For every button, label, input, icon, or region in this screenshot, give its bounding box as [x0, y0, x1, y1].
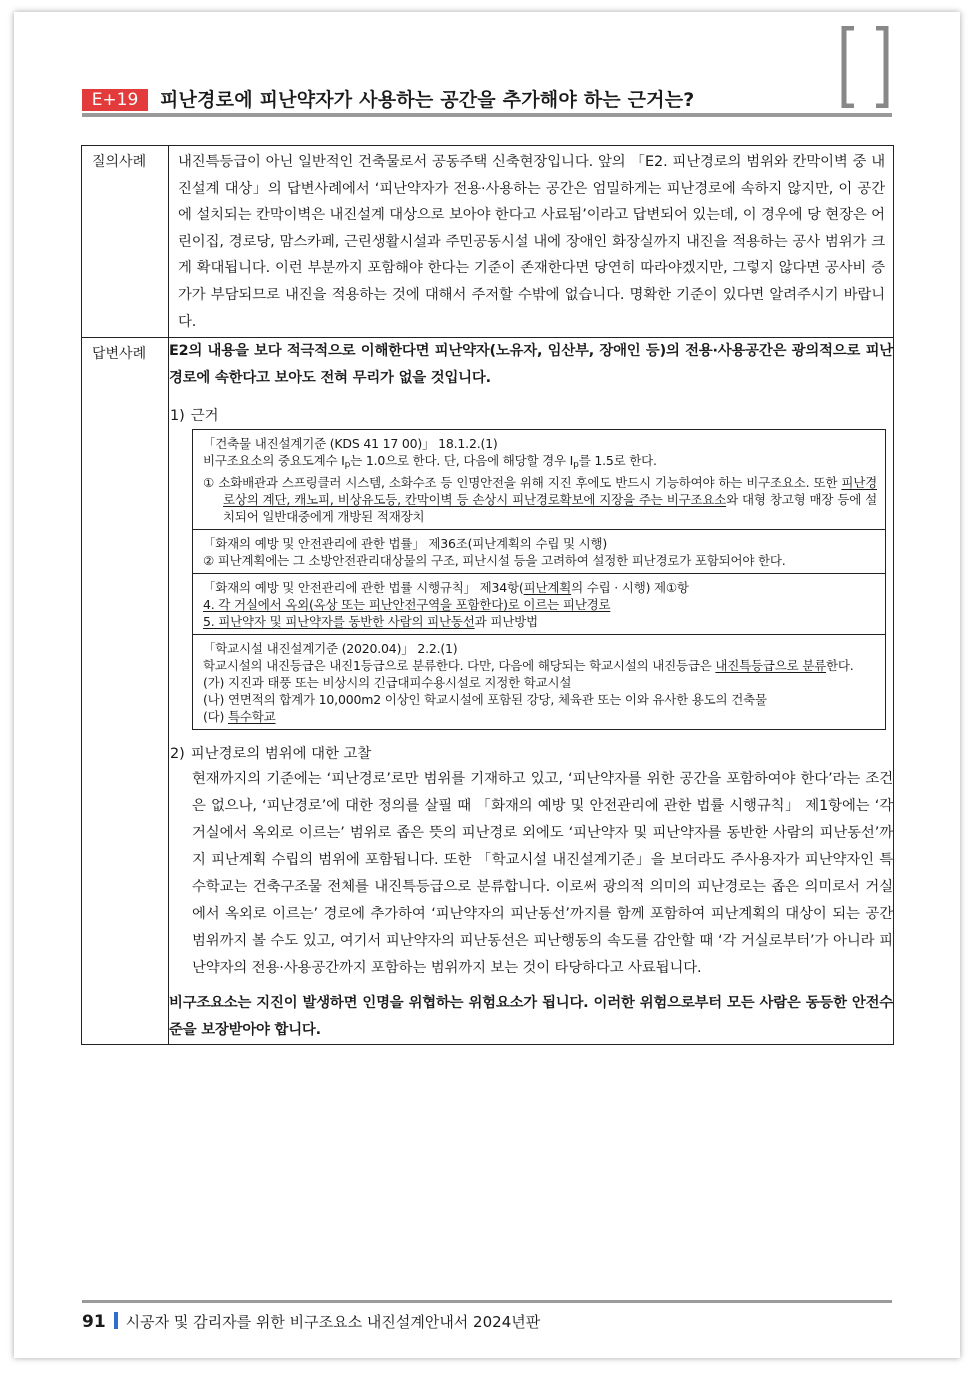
reference-item: ② 피난계획에는 그 소방안전관리대상물의 구조, 피난시설 등을 고려하여 설정한 피난경로가 포함되어야 한다. [203, 553, 786, 569]
section-heading [169, 742, 893, 766]
reference-title: 「화재의 예방 및 안전관리에 관한 법률 시행규칙」 제34항(피난계획의 수립 · 시행) 제①항 [203, 580, 689, 596]
reference-kds [193, 430, 886, 530]
section-number: 1) [170, 408, 185, 425]
section-number: 2) [170, 746, 185, 763]
reference-row [193, 530, 886, 574]
section-body: 현재까지의 기준에는 ‘피난경로’로만 범위를 기재하고 있고, ‘피난약자를 위한 공간을 포함하여야 한다’라는 조건은 없으나, ‘피난경로’에 대한 정의를 살필 때 「화재의 예방 및 안전관리에 관한 법률 시행규칙」 제1항에는 ‘각 거실에서 옥외로 이르는’ 범위로 좁은 뜻의 피난경로 외에도 ‘피난약자 및 피난약자를 동반한 사람의 피난동선’까지 피난계획 수립의 범위에 포함됩니다. 또한 「학교시설 내진설계기준」을 보더라도 주사용자가 피난약자인 특수학교는 건축구조물 전체를 내진특등급으로 분류합니다. 이로써 광의적 의미의 피난경로는 좁은 의미로서 거실에서 옥외로 이르는’ 경로에 추가하여 ‘피난약자의 피난동선’까지를 함께 포함하여 피난계획의 대상이 되는 공간 범위까지 볼 수도 있고, 여기서 피난약자의 피난동선은 피난행동의 속도를 감안할 때 ‘각 거실로부터’가 아니라 피난약자의 전용·사용공간까지 포함하는 범위까지 보는 것이 타당하다고 사료됩니다. [192, 771, 893, 977]
reference-row [193, 574, 886, 635]
question-cell [169, 146, 894, 338]
answer-cell [169, 338, 894, 1045]
reference-item: 5. 피난약자 및 피난약자를 동반한 사람의 피난동선과 피난방법 [203, 614, 538, 630]
reference-title: 「화재의 예방 및 안전관리에 관한 법률」 제36조(피난계획의 수립 및 시행) [203, 536, 608, 552]
reference-item: ① 소화배관과 스프링클러 시스템, 소화수조 등 인명안전을 위해 지진 후에도 반드시 기능하여야 하는 비구조요소. 또한 피난경로상의 계단, 캐노피, 비상유도등, 칸막이벽 등 손상시 피난경로확보에 지장을 주는 비구조요소와 대형 창고형 매장 등에 설치되어 일반대중에게 개방된 적재장치 [203, 475, 877, 525]
page-footer [82, 1310, 540, 1334]
footer-divider [82, 1300, 892, 1303]
reference-row [193, 635, 886, 730]
question-text: 내진특등급이 아닌 일반적인 건축물로서 공동주택 신축현장입니다. 앞의 「E2. 피난경로의 범위와 칸막이벽 중 내진설계 대상」의 답변사례에서 ‘피난약자가 전용·사용하는 공간은 엄밀하게는 피난경로에 속하지 않지만, 이 공간에 설치되는 칸막이벽은 내진설계 대상으로 보아야 한다고 사료됨’이라고 답변되어 있는데, 이 경우에 당 현장은 어린이집, 경로당, 맘스카페, 근린생활시설과 주민공동시설 내에 장애인 화장실까지 내진을 적용하는 공사 범위가 크게 확대됩니다. 이런 부분까지 포함해야 한다는 기준이 존재한다면 당연히 따라야겠지만, 그렇지 않다면 공사비 증가가 부담되므로 내진을 적용하는 것에 대해서 주저할 수밖에 없습니다. 명확한 기준이 있다면 알려주시기 바랍니다. [178, 154, 885, 330]
reference-line: 학교시설의 내진등급은 내진1등급으로 분류한다. 다만, 다음에 해당되는 학교시설의 내진등급은 내진특등급으로 분류한다. [203, 658, 854, 674]
question-label: 질의사례 [82, 146, 169, 338]
section-heading [169, 404, 893, 428]
page-title: 피난경로에 피난약자가 사용하는 공간을 추가해야 하는 근거는? [160, 89, 695, 111]
reference-table [192, 429, 886, 730]
reference-item: 4. 각 거실에서 옥외(옥상 또는 피난안전구역을 포함한다)로 이르는 피난경로 [203, 597, 611, 613]
section-header [82, 86, 892, 114]
answer-lead: E2의 내용을 보다 적극적으로 이해한다면 피난약자(노유자, 임산부, 장애인 등)의 전용·사용공간은 광의적으로 피난경로에 속한다고 보아도 전혀 무리가 없을 것입니다. [169, 343, 893, 387]
section-title: 근거 [190, 408, 219, 425]
reference-item: (다) 특수학교 [203, 709, 276, 725]
reference-fire-act [193, 530, 886, 574]
reference-item: (가) 지진과 태풍 또는 비상시의 긴급대피수용시설로 지정한 학교시설 [203, 675, 572, 691]
reference-line: 비구조요소의 중요도계수 $I_p$는 1.0으로 한다. 단, 다음에 해당할 경우 $I_p$를 1.5로 한다. [203, 453, 657, 471]
footer-accent-bar [114, 1312, 118, 1329]
header-divider [82, 113, 892, 117]
reference-row [193, 430, 886, 530]
question-row [82, 146, 894, 338]
answer-row [82, 338, 894, 1045]
item-code-badge: E+19 [82, 89, 148, 111]
answer-closing: 비구조요소는 지진이 발생하면 인명을 위협하는 위험요소가 됩니다. 이러한 위험으로부터 모든 사람은 동등한 안전수준을 보장받아야 합니다. [169, 995, 893, 1039]
page-number: 91 [82, 1312, 106, 1332]
reference-fire-rule [193, 574, 886, 635]
reference-item: (나) 연면적의 합계가 10,000m2 이상인 학교시설에 포함된 강당, 체육관 또는 이와 유사한 용도의 건축물 [203, 692, 767, 708]
reference-school [193, 635, 886, 730]
book-title: 시공자 및 감리자를 위한 비구조요소 내진설계안내서 2024년판 [125, 1313, 541, 1331]
qa-table [81, 145, 894, 1045]
answer-label: 답변사례 [82, 338, 169, 1045]
section-title: 피난경로의 범위에 대한 고찰 [190, 746, 372, 763]
reference-title: 「학교시설 내진설계기준 (2020.04)」 2.2.(1) [203, 641, 458, 657]
reference-title: 「건축물 내진설계기준 (KDS 41 17 00)」 18.1.2.(1) [203, 436, 498, 452]
